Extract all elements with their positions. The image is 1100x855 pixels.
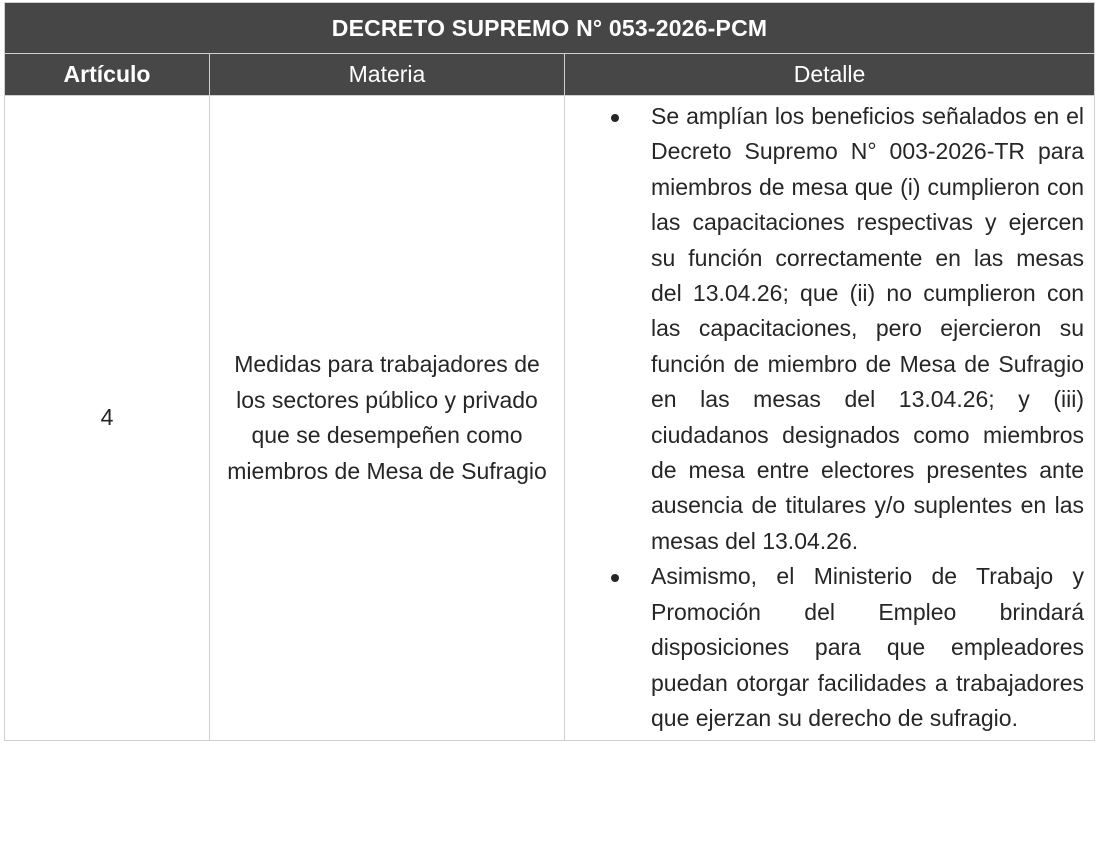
header-row	[5, 54, 1095, 96]
header-articulo: Artículo	[5, 54, 210, 96]
table-row	[5, 96, 1095, 741]
bullet-icon	[611, 114, 619, 122]
list-item	[565, 559, 1084, 736]
list-item	[565, 99, 1084, 559]
table-title: DECRETO SUPREMO N° 053-2026-PCM	[5, 3, 1095, 54]
materia-cell: Medidas para trabajadores de los sectores público y privado que se desempeñen como miembros de Mesa de Sufragio	[210, 96, 565, 741]
header-materia: Materia	[210, 54, 565, 96]
title-row	[5, 3, 1095, 54]
bullet-icon	[611, 574, 619, 582]
decree-summary-table	[4, 2, 1095, 741]
header-detalle: Detalle	[565, 54, 1095, 96]
list-item-text: Se amplían los beneficios señalados en el Decreto Supremo N° 003-2026-TR para miembros de mesa que (i) cumplieron con las capacitaciones respectivas y ejercen su función correctamente en las mesas del 13.04.26; que (ii) no cumplieron con las capacitaciones, pero ejercieron su función de miembro de Mesa de Sufragio en las mesas del 13.04.26; y (iii) ciudadanos designados como miembros de mesa entre electores presentes ante ausencia de titulares y/o suplentes en las mesas del 13.04.26.	[651, 103, 1085, 554]
list-item-text: Asimismo, el Ministerio de Trabajo y Promoción del Empleo brindará disposiciones para que empleadores puedan otorgar facilidades a trabajadores que ejerzan su derecho de sufragio.	[651, 563, 1085, 731]
detalle-cell	[565, 96, 1095, 741]
articulo-cell: 4	[5, 96, 210, 741]
detalle-list	[565, 99, 1084, 736]
